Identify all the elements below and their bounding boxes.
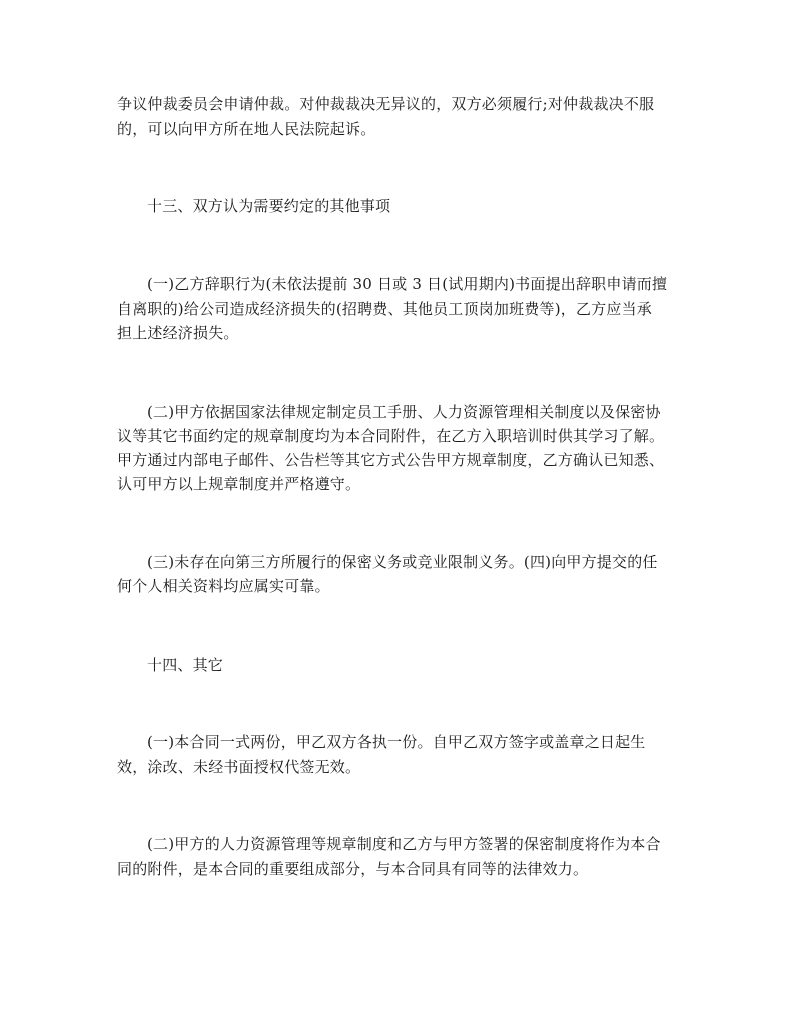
section-heading: 十四、其它	[147, 656, 224, 674]
paragraph-line: (一)乙方辞职行为(未依法提前 30 日或 3 日(试用期内)书面提出辞职申请而擅	[147, 275, 668, 293]
paragraph-line: 的，可以向甲方所在地人民法院起诉。	[117, 120, 376, 138]
paragraph-line: 自离职的)给公司造成经济损失的(招聘费、其他员工顶岗加班费等)，乙方应当承	[117, 300, 652, 318]
paragraph-line: (二)甲方的人力资源管理等规章制度和乙方与甲方签署的保密制度将作为本合	[147, 835, 661, 853]
paragraph-line: (三)未存在向第三方所履行的保密义务或竞业限制义务。(四)向甲方提交的任	[147, 553, 658, 571]
paragraph-line: (二)甲方依据国家法律规定制定员工手册、人力资源管理相关制度以及保密协	[147, 403, 661, 421]
paragraph-line: 争议仲裁委员会申请仲裁。对仲裁裁决无异议的，双方必须履行;对仲裁裁决不服	[117, 95, 655, 113]
paragraph-line: (一)本合同一式两份，甲乙双方各执一份。自甲乙双方签字或盖章之日起生	[147, 733, 646, 751]
paragraph-line: 甲方通过内部电子邮件、公告栏等其它方式公告甲方规章制度，乙方确认已知悉、	[117, 451, 665, 469]
paragraph-line: 同的附件，是本合同的重要组成部分，与本合同具有同等的法律效力。	[117, 860, 589, 878]
paragraph-line: 议等其它书面约定的规章制度均为本合同附件，在乙方入职培训时供其学习了解。	[117, 427, 665, 445]
paragraph-line: 何个人相关资料均应属实可靠。	[117, 577, 330, 595]
paragraph-line: 效，涂改、未经书面授权代签无效。	[117, 758, 361, 776]
section-heading: 十三、双方认为需要约定的其他事项	[147, 197, 391, 215]
paragraph-line: 认可甲方以上规章制度并严格遵守。	[117, 475, 361, 493]
paragraph-line: 担上述经济损失。	[117, 324, 239, 342]
